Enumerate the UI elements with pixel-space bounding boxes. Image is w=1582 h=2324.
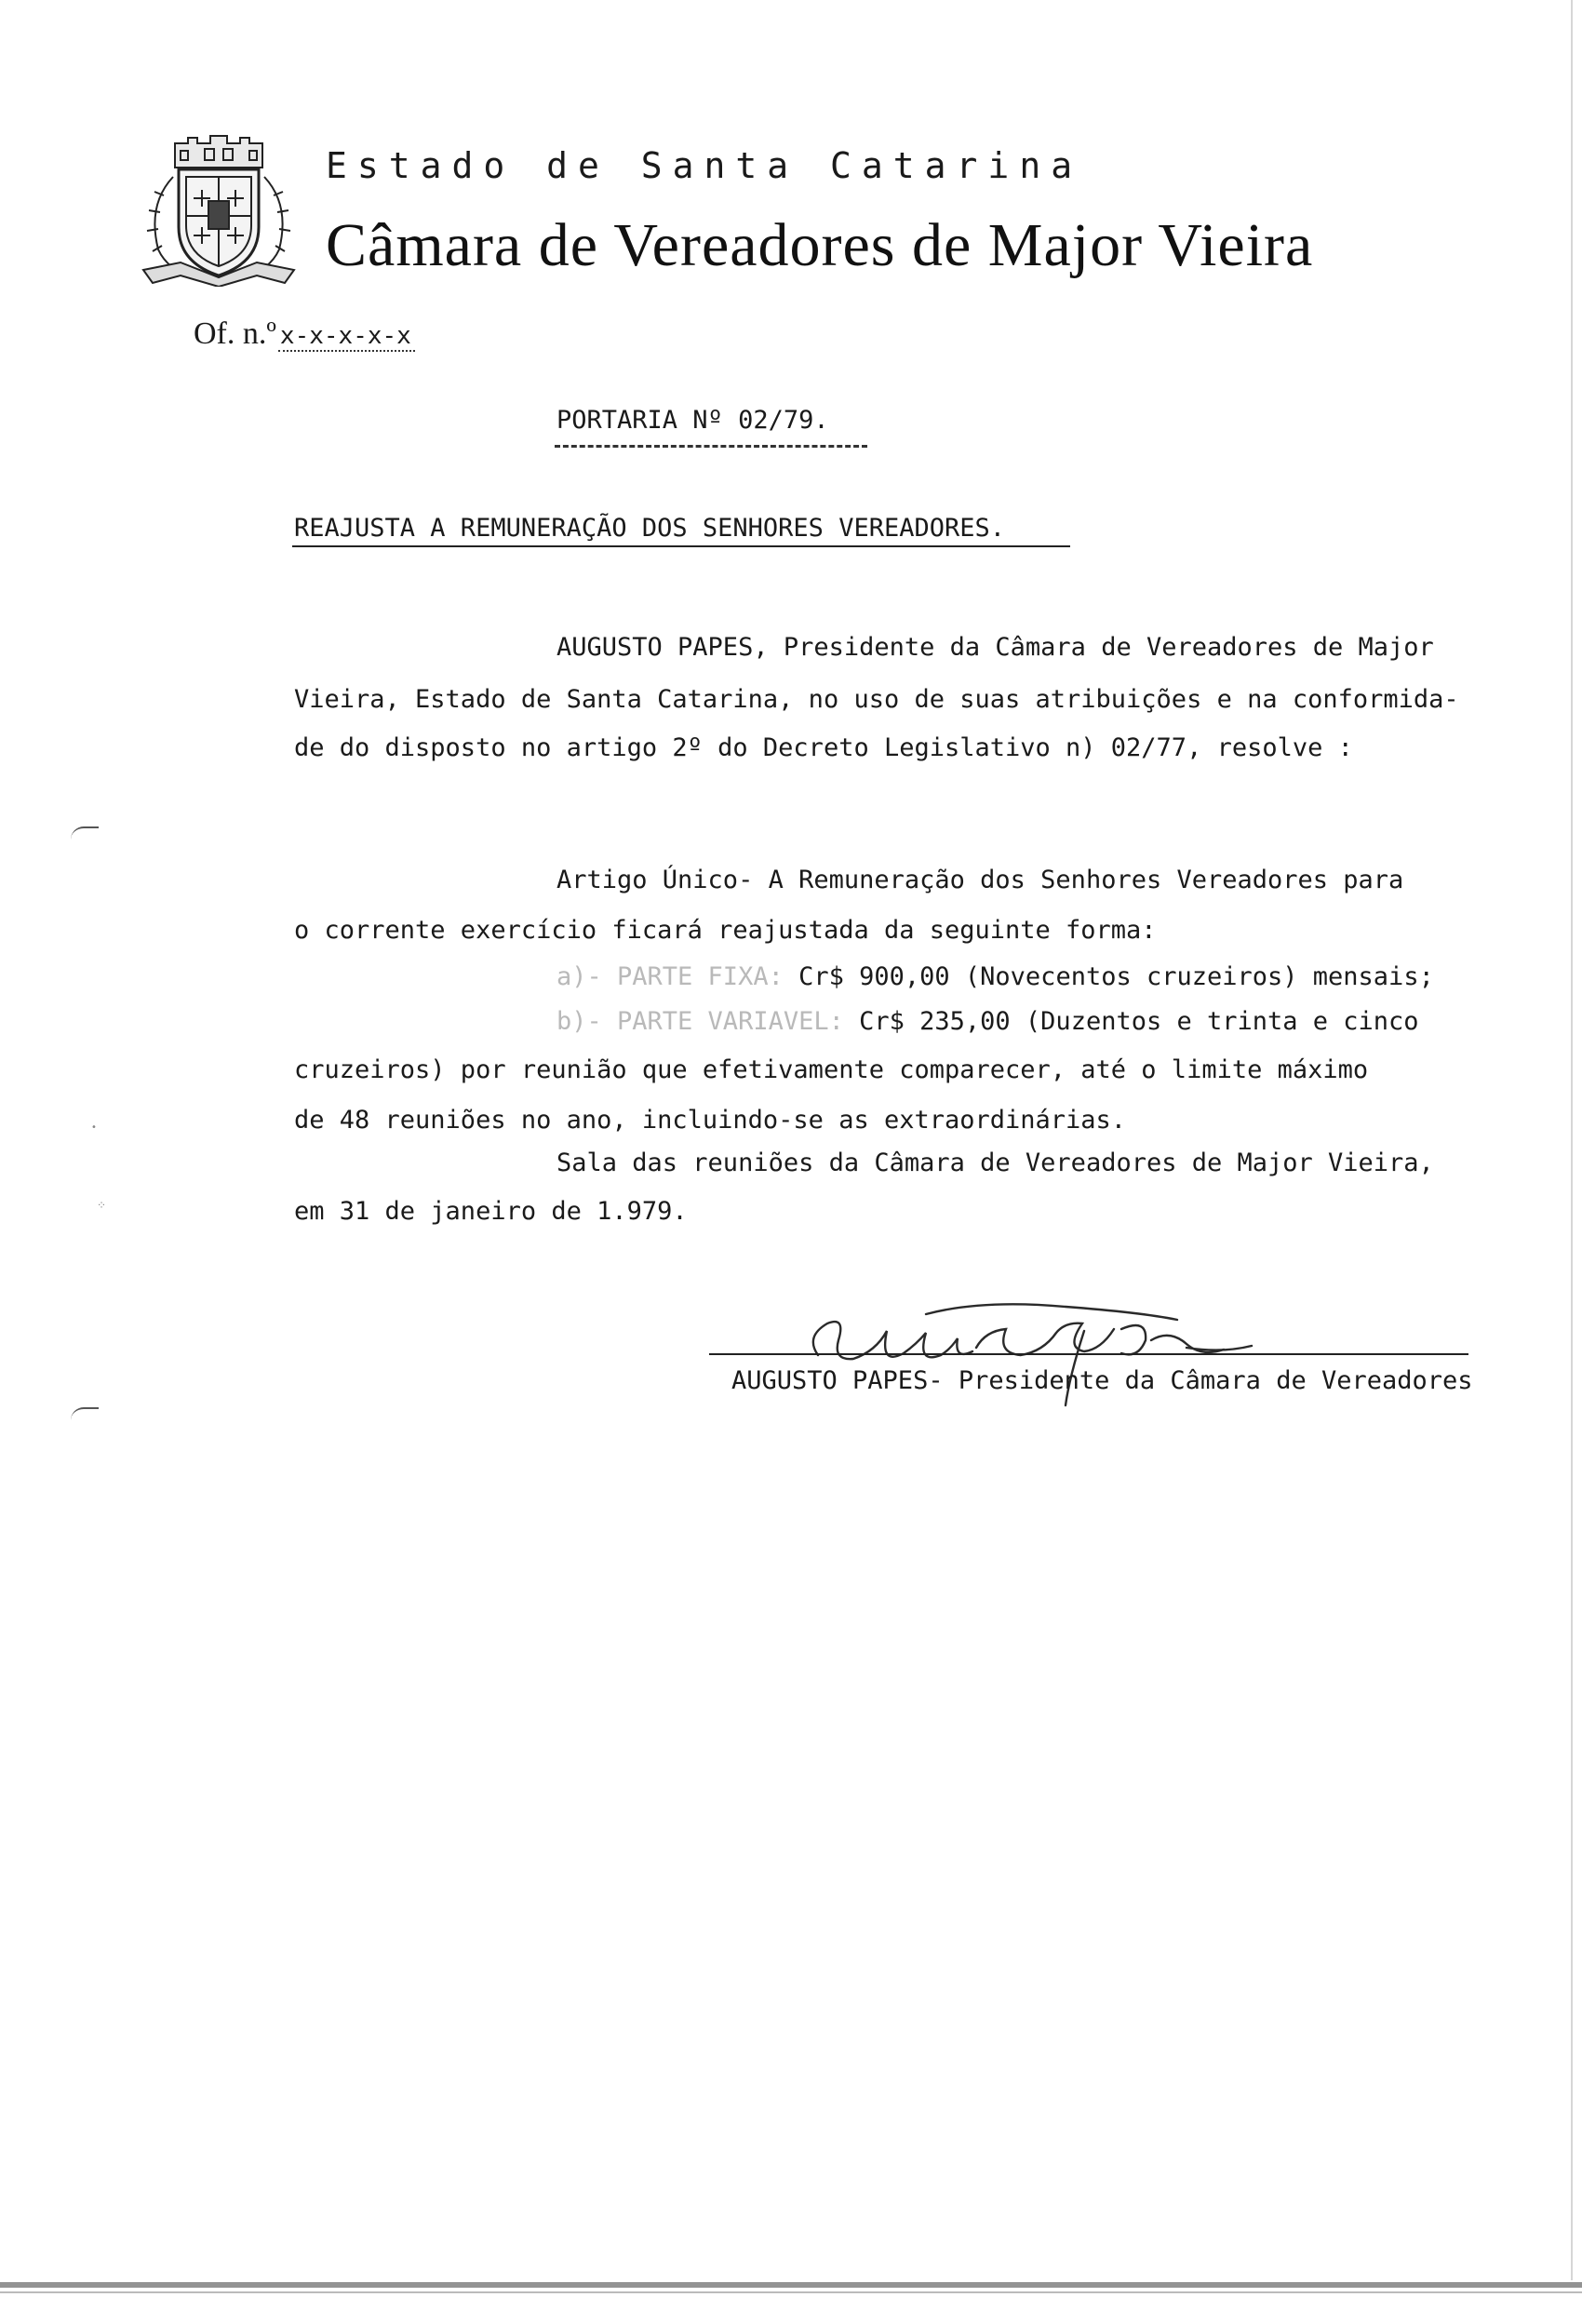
article-line: o corrente exercício ficará reajustada da seguinte forma: <box>294 916 1157 945</box>
item-b-line <box>556 1007 1419 1036</box>
item-b-continuation: cruzeiros) por reunião que efetivamente comparecer, até o limite máximo <box>294 1055 1369 1084</box>
signature-caption: AUGUSTO PAPES- Presidente da Câmara de Vereadores <box>731 1366 1473 1395</box>
closing-line: Sala das reuniões da Câmara de Vereadores de Major Vieira, <box>556 1149 1434 1177</box>
item-a-text: Cr$ 900,00 (Novecentos cruzeiros) mensais; <box>783 962 1434 991</box>
item-b-label: b)- PARTE VARIAVEL: <box>556 1007 844 1036</box>
subject-underline <box>292 545 1070 547</box>
item-a-label: a)- PARTE FIXA: <box>556 962 784 991</box>
municipal-coat-of-arms-icon <box>130 130 307 287</box>
page-right-edge <box>1571 0 1573 2280</box>
closing-line: em 31 de janeiro de 1.979. <box>294 1197 688 1226</box>
preamble-line: de do disposto no artigo 2º do Decreto Legislativo n) 02/77, resolve : <box>294 733 1353 762</box>
preamble-line: AUGUSTO PAPES, Presidente da Câmara de Vereadores de Major <box>556 633 1434 662</box>
chamber-name: Câmara de Vereadores de Major Vieira <box>326 211 1314 279</box>
article-line: Artigo Único- A Remuneração dos Senhores Vereadores para <box>556 866 1404 894</box>
office-number-value: x-x-x-x-x <box>278 322 415 352</box>
punch-hole-mark-bottom <box>71 1407 99 1420</box>
portaria-title: PORTARIA Nº 02/79. <box>556 406 829 435</box>
office-number-line <box>194 316 415 352</box>
state-name: Estado de Santa Catarina <box>326 145 1083 186</box>
item-a-line <box>556 962 1434 991</box>
signature-line <box>709 1353 1468 1355</box>
office-number-label: Of. n.º <box>194 316 276 351</box>
item-b-continuation: de 48 reuniões no ano, incluindo-se as extraordinárias. <box>294 1106 1127 1135</box>
page-bottom-edge <box>0 2282 1582 2288</box>
scan-speck: ⁘ <box>97 1199 107 1212</box>
portaria-underline <box>555 445 867 448</box>
item-b-text: Cr$ 235,00 (Duzentos e trinta e cinco <box>843 1007 1419 1036</box>
page-bottom-edge-shadow <box>0 2291 1582 2293</box>
preamble-line: Vieira, Estado de Santa Catarina, no uso de suas atribuições e na conformida- <box>294 685 1459 714</box>
punch-hole-mark-top <box>71 826 99 840</box>
portaria-subject: REAJUSTA A REMUNERAÇÃO DOS SENHORES VEREADORES. <box>294 514 1006 543</box>
scan-speck: • <box>91 1122 97 1133</box>
